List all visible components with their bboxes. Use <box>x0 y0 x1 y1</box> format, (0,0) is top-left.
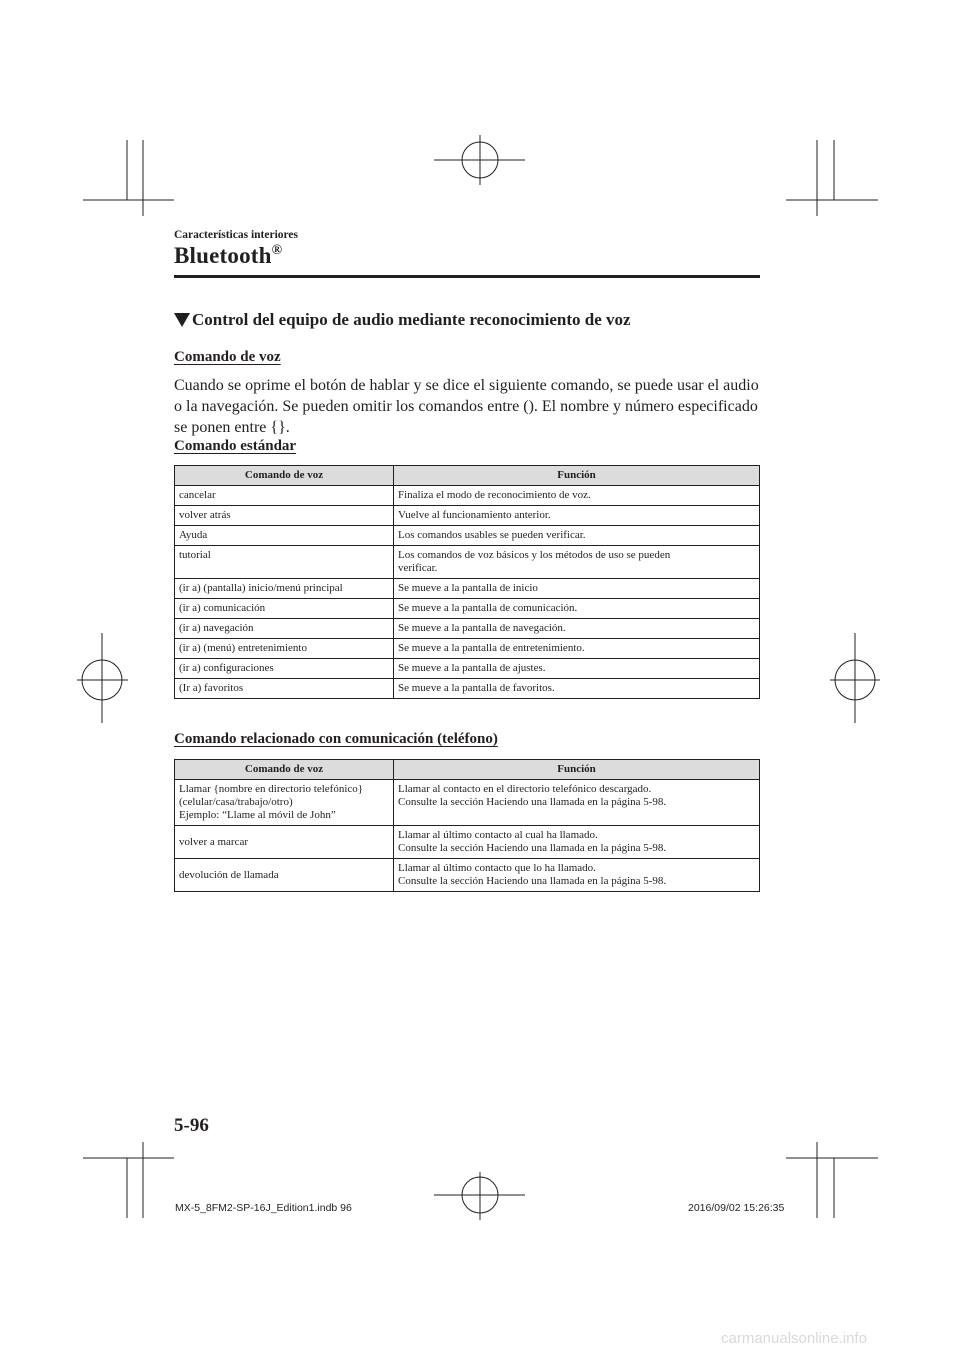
table-row <box>175 780 760 826</box>
table-row <box>175 659 760 679</box>
standard-commands-heading: Comando estándar <box>174 438 297 454</box>
registered-mark: ® <box>271 243 283 258</box>
column-header-function: Función <box>394 466 760 486</box>
phone-commands-table <box>174 759 760 892</box>
column-header-voice: Comando de voz <box>175 760 394 780</box>
function-cell: Se mueve a la pantalla de entretenimiento. <box>394 639 760 659</box>
voice-command-cell: (ir a) (menú) entretenimiento <box>175 639 394 659</box>
table-row <box>175 619 760 639</box>
function-cell: Se mueve a la pantalla de comunicación. <box>394 599 760 619</box>
function-cell: Llamar al último contacto que lo ha llamado. Consulte la sección Haciendo una llamada en la página 5-98. <box>394 859 760 892</box>
function-cell: Se mueve a la pantalla de ajustes. <box>394 659 760 679</box>
paragraph-line: Cuando se oprime el botón de hablar y se dice el siguiente comando, se puede usar el audio <box>174 377 759 394</box>
table-header-row <box>175 466 760 486</box>
title-rule <box>174 275 760 278</box>
table-row <box>175 679 760 699</box>
voice-command-cell: Llamar {nombre en directorio telefónico} (celular/casa/trabajo/otro) Ejemplo: “Llame al móvil de John” <box>175 780 394 826</box>
paragraph-line: o la navegación. Se pueden omitir los comandos entre (). El nombre y número especificado <box>174 398 758 415</box>
function-cell: Los comandos de voz básicos y los métodos de uso se pueden verificar. <box>394 546 760 579</box>
subsection-title <box>174 310 631 330</box>
table-row <box>175 579 760 599</box>
function-cell: Finaliza el modo de reconocimiento de voz. <box>394 486 760 506</box>
voice-command-cell: (Ir a) favoritos <box>175 679 394 699</box>
voice-command-cell: (ir a) (pantalla) inicio/menú principal <box>175 579 394 599</box>
watermark: carmanualsonline.info <box>721 1330 867 1347</box>
function-cell: Se mueve a la pantalla de navegación. <box>394 619 760 639</box>
function-cell: Se mueve a la pantalla de favoritos. <box>394 679 760 699</box>
function-cell: Llamar al último contacto al cual ha llamado. Consulte la sección Haciendo una llamada en la página 5-98. <box>394 826 760 859</box>
voice-command-cell: (ir a) comunicación <box>175 599 394 619</box>
table-row <box>175 526 760 546</box>
function-cell: Los comandos usables se pueden verificar. <box>394 526 760 546</box>
voice-command-cell: tutorial <box>175 546 394 579</box>
table-header-row <box>175 760 760 780</box>
subsection-title-text: Control del equipo de audio mediante reconocimiento de voz <box>192 310 631 329</box>
footer-timestamp: 2016/09/02 15:26:35 <box>688 1202 785 1214</box>
voice-command-heading: Comando de voz <box>174 349 281 365</box>
page-number: 5-96 <box>174 1115 209 1136</box>
table-row <box>175 506 760 526</box>
page-title <box>174 243 282 269</box>
voice-command-cell: Ayuda <box>175 526 394 546</box>
function-cell: Vuelve al funcionamiento anterior. <box>394 506 760 526</box>
column-header-voice: Comando de voz <box>175 466 394 486</box>
voice-command-paragraph <box>174 375 764 438</box>
voice-command-cell: cancelar <box>175 486 394 506</box>
table-row <box>175 859 760 892</box>
function-cell: Llamar al contacto en el directorio telefónico descargado. Consulte la sección Haciendo una llamada en la página 5-98. <box>394 780 760 826</box>
table-row <box>175 639 760 659</box>
phone-commands-heading: Comando relacionado con comunicación (teléfono) <box>174 731 498 747</box>
table-row <box>175 826 760 859</box>
column-header-function: Función <box>394 760 760 780</box>
standard-commands-table <box>174 465 760 699</box>
footer-file: MX-5_8FM2-SP-16J_Edition1.indb 96 <box>175 1202 352 1214</box>
table-row <box>175 599 760 619</box>
section-kicker: Características interiores <box>174 229 299 241</box>
page-title-text: Bluetooth <box>174 243 272 268</box>
voice-command-cell: volver atrás <box>175 506 394 526</box>
voice-command-cell: devolución de llamada <box>175 859 394 892</box>
table-row <box>175 546 760 579</box>
table-row <box>175 486 760 506</box>
paragraph-line: se ponen entre {}. <box>174 419 290 436</box>
voice-command-cell: volver a marcar <box>175 826 394 859</box>
function-cell: Se mueve a la pantalla de inicio <box>394 579 760 599</box>
voice-command-cell: (ir a) navegación <box>175 619 394 639</box>
triangle-down-icon <box>174 313 190 327</box>
voice-command-cell: (ir a) configuraciones <box>175 659 394 679</box>
